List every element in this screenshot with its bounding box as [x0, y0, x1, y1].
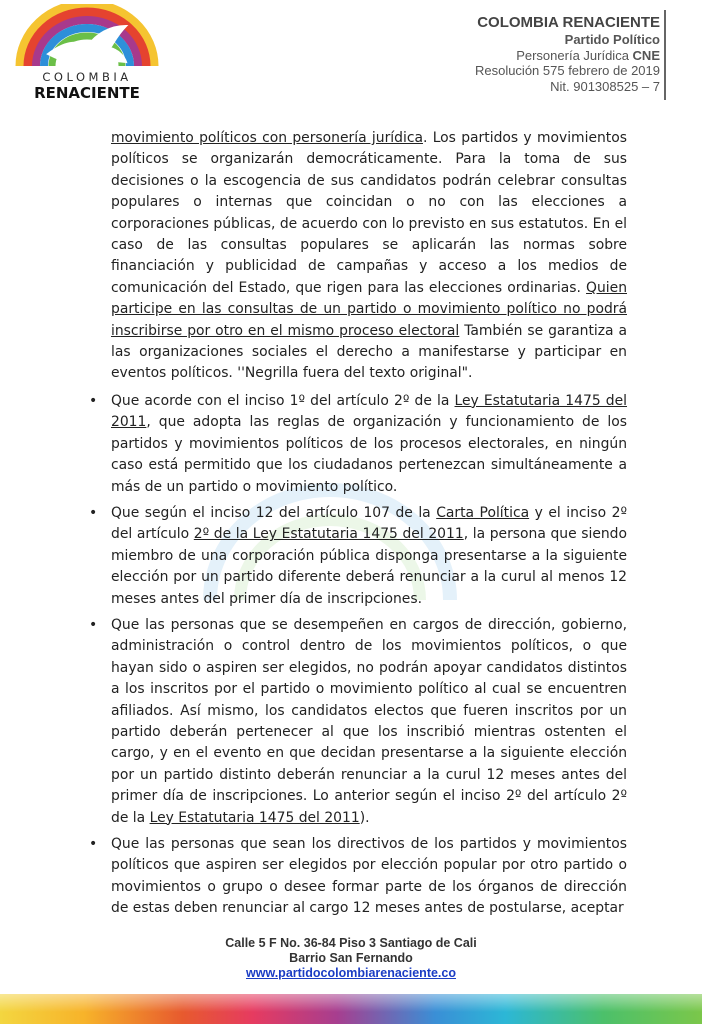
color-band — [0, 994, 702, 1024]
underlined-text: Quien participe en las consultas de un partido o movimiento político no podrá inscribirse por otro en el mismo proceso electoral — [111, 279, 627, 339]
intro-paragraph — [111, 128, 627, 385]
paragraph-text: . Los partidos y movimientos políticos se organizarán democráticamente. Para la toma de sus decisiones o la escogencia de sus candidatos podrán celebrar consultas populares o internas que coincidan o no con las elecciones a corporaciones públicas, de acuerdo con lo previsto en sus estatutos. En el caso de las consultas populares se aplicarán las normas sobre financiación y publicidad de campañas y acceso a los medios de comunicación del Estado, que rigen para las elecciones ordinarias. — [111, 130, 627, 296]
letterhead-info — [475, 14, 660, 94]
item-text: , que adopta las reglas de organización y funcionamiento de los partidos y movimientos políticos de los procesos electorales, en ningún caso está permitido que los ciudadanos pertenezcan simultáneamente a más de un partido o movimiento político. — [111, 414, 627, 495]
website-link[interactable]: www.partidocolombiarenaciente.co — [246, 966, 456, 980]
law-reference-link: Carta Política — [436, 504, 530, 521]
org-name: COLOMBIA RENACIENTE — [477, 14, 660, 31]
logo-word-renaciente: RENACIENTE — [34, 84, 140, 102]
item-text: Que las personas que sean los directivos de los partidos y movimientos políticos que aspiren ser elegidos por elección popular por otro partido o movimientos o grupo o desee formar parte de los órganos de dirección de estas deben renunciar al cargo 12 meses antes de postularse, aceptar — [111, 836, 627, 917]
legal-prefix: Personería Jurídica — [516, 47, 633, 63]
item-text: Que según el inciso 12 del artículo 107 de la — [111, 504, 437, 521]
letterhead-footer — [0, 936, 702, 981]
header-divider — [664, 10, 666, 100]
dove-logo-icon — [14, 4, 160, 74]
document-body — [89, 128, 628, 925]
considerations-list — [89, 391, 628, 920]
bullet-icon: • — [89, 504, 98, 521]
list-item — [89, 834, 627, 920]
logo-word-colombia: COLOMBIA — [42, 70, 132, 84]
list-item — [89, 503, 627, 610]
item-text: ). — [359, 809, 370, 826]
resolution: Resolución 575 febrero de 2019 — [474, 63, 660, 78]
party-type: Partido Político — [564, 32, 660, 47]
bullet-icon: • — [89, 616, 98, 633]
list-item — [89, 391, 628, 498]
law-reference-link: 2º de la Ley Estatutaria 1475 del 2011 — [193, 526, 464, 543]
legal-cne: CNE — [632, 47, 660, 63]
underlined-text: movimiento políticos con personería jurídica — [111, 130, 423, 146]
paragraph-text: También se garantiza a las organizaciones sociales el derecho a manifestarse y participar en eventos políticos. ''Negrilla fuera del texto original". — [111, 322, 627, 382]
item-text: y el inciso 2º del artículo — [111, 504, 627, 543]
nit: Nit. 901308525 – 7 — [550, 78, 660, 94]
bullet-icon: • — [89, 836, 98, 852]
law-reference-link: Ley Estatutaria 1475 del 2011 — [149, 809, 360, 826]
item-text: , la persona que siendo miembro de una corporación pública disponga presentarse a la siguiente elección por un partido diferente deberá renunciar a la curul al menos 12 meses antes del primer día de inscripciones. — [111, 526, 627, 607]
item-text: Que las personas que se desempeñen en cargos de dirección, gobierno, administración o control dentro de los movimientos políticos, o que hayan sido o aspiren ser elegidos, no podrán apoyar candidatos distintos a los inscritos por el partido o movimiento político al cual se encuentren afiliados. Así mismo, los candidatos electos que fueren inscritos por un partido deberán pertenecer al que los inscribió mientras ostenten el cargo, y en el evento en que decidan presentarse a la siguiente elección por un partido distinto deberán renunciar a la curul 12 meses antes del primer día de inscripciones. Lo anterior según el inciso 2º del artículo 2º de la — [111, 616, 627, 826]
footer-district: Barrio San Fernando — [289, 951, 413, 965]
law-reference-link: Ley Estatutaria 1475 del 2011 — [111, 392, 628, 431]
list-item — [89, 615, 627, 829]
item-text: Que acorde con el inciso 1º del artículo 2º de la — [111, 392, 455, 409]
bullet-icon: • — [89, 392, 98, 409]
footer-address: Calle 5 F No. 36-84 Piso 3 Santiago de Cali — [225, 936, 477, 950]
color-band-shade — [0, 994, 702, 1024]
legal-status — [475, 48, 660, 64]
party-logo — [14, 4, 160, 100]
